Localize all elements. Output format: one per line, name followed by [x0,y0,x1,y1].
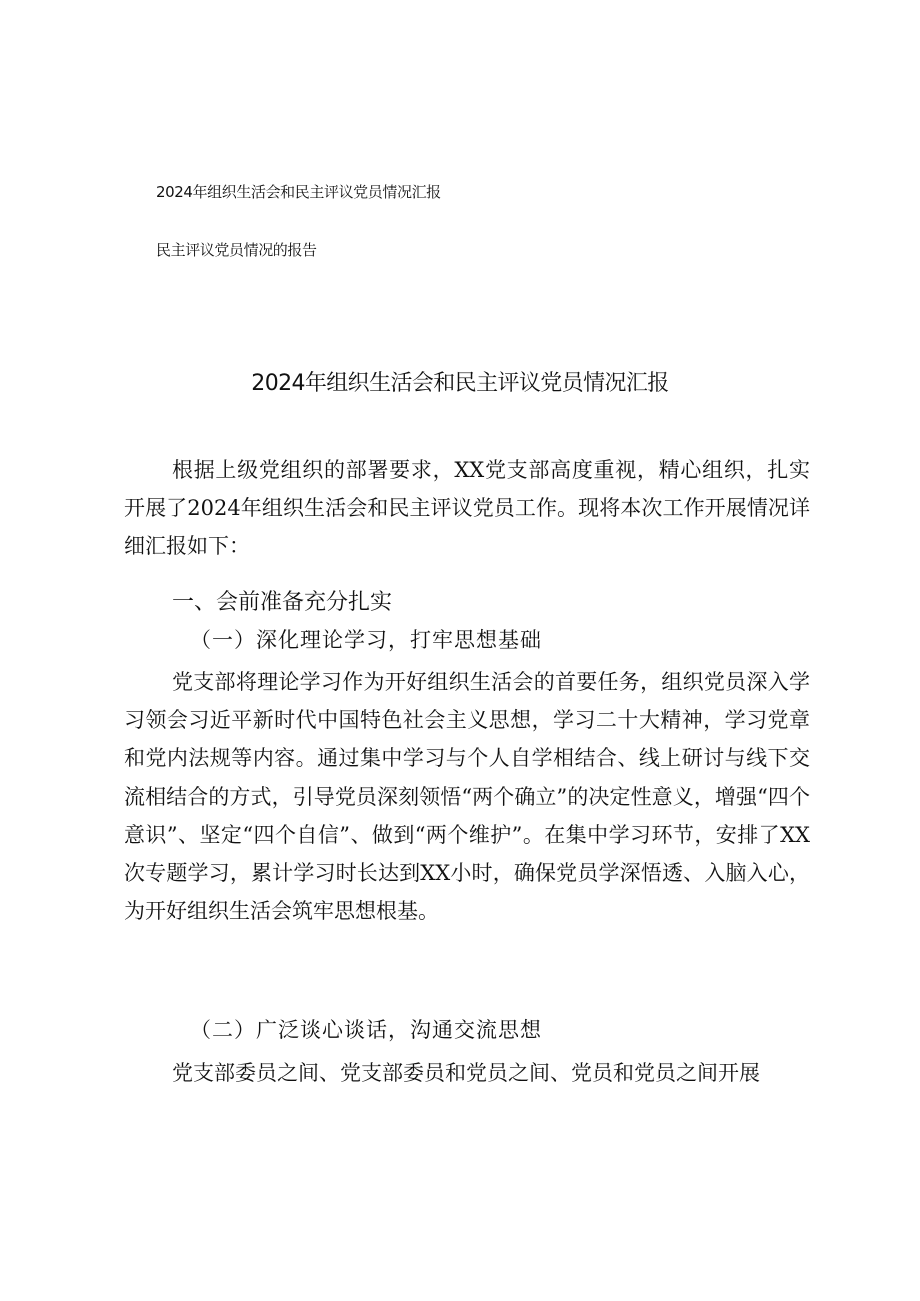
page-title: 2024年组织生活会和民主评议党员情况汇报 [251,371,669,396]
subsection-1-paragraph: 党支部将理论学习作为开好组织生活会的首要任务，组织党员深入学习领会习近平新时代中国特色社会主义思想，学习二十大精神，学习党章和党内法规等内容。通过集中学习与个人自学相结合、线上研讨与线下交流相结合的方式，引导党员深刻领悟“两个确立”的决定性意义，增强“四个意识”、坚定“四个自信”、做到“两个维护”。在集中学习环节，安排了XX次专题学习，累计学习时长达到XX小时，确保党员学深悟透、入脑入心，为开好组织生活会筑牢思想根基。 [124,670,810,924]
subsection-1-heading: （一）深化理论学习，打牢思想基础 [190,628,542,652]
subsection-2-paragraph: 党支部委员之间、党支部委员和党员之间、党员和党员之间开展 [172,1061,760,1085]
section-1-heading: 一、会前准备充分扎实 [172,590,393,615]
document-header-subtitle: 民主评议党员情况的报告 [156,241,317,259]
subsection-2-heading: （二）广泛谈心谈话，沟通交流思想 [190,1018,542,1042]
document-header-title: 2024年组织生活会和民主评议党员情况汇报 [156,183,441,201]
intro-paragraph: 根据上级党组织的部署要求，XX党支部高度重视，精心组织，扎实开展了2024年组织生活会和民主评议党员工作。现将本次工作开展情况详细汇报如下： [124,458,810,559]
